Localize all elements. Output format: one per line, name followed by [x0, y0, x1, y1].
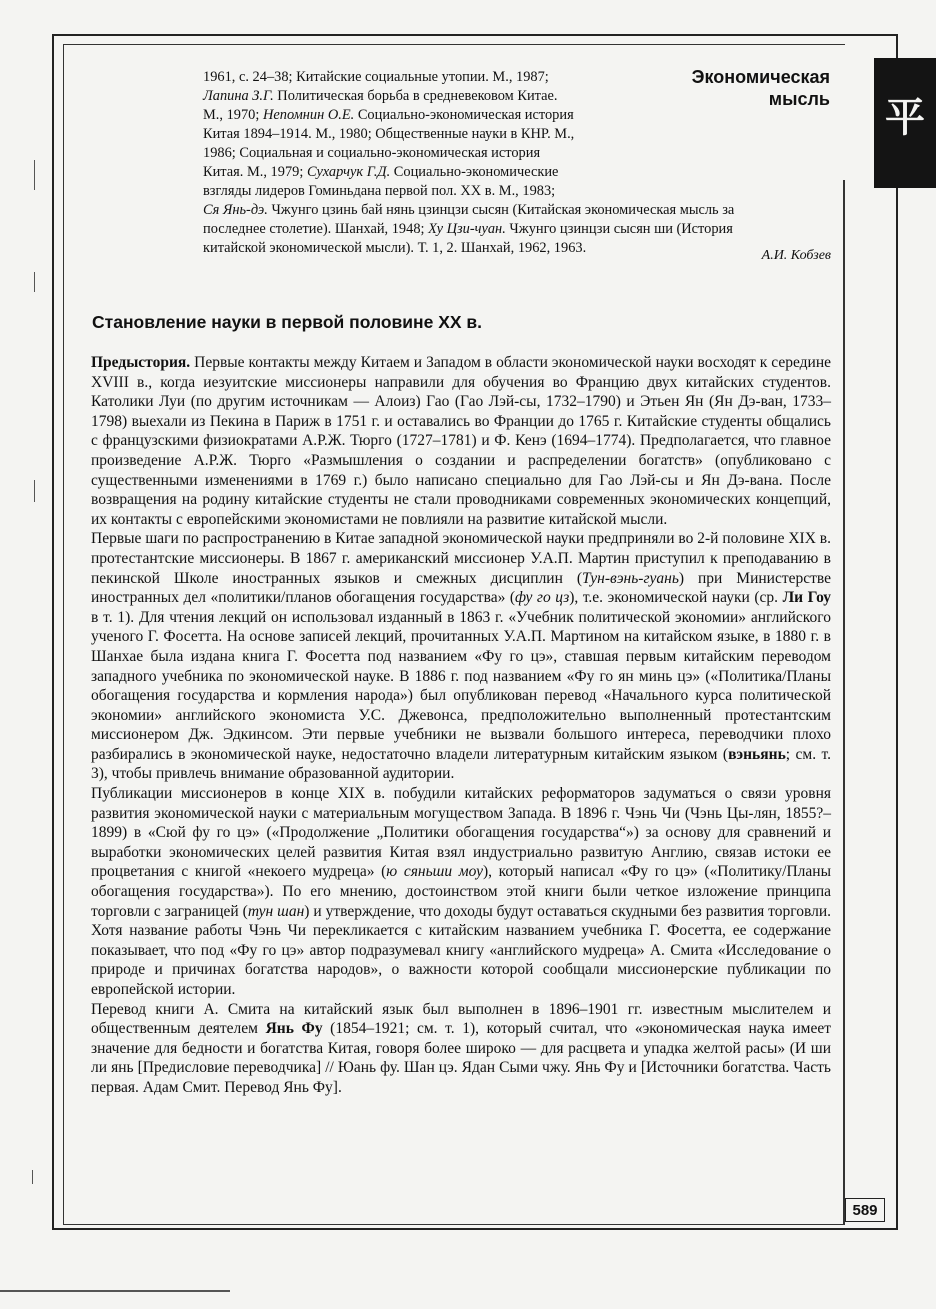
bibliography-line: китайской экономической мысли). Т. 1, 2. Шанхай, 1962, 1963.: [203, 240, 587, 256]
bibliography-line: взгляды лидеров Гоминьдана первой пол. XX в. М., 1983;: [203, 183, 556, 199]
bibliography-line: 1961, с. 24–38; Китайские социальные утопии. М., 1987;: [203, 69, 549, 85]
bibliography-narrow: [203, 68, 651, 201]
body-paragraph: Предыстория. Первые контакты между Китаем и Западом в области экономической науки восходят к середине XVIII в., когда иезуитские миссионеры направили для обучения во Францию двух китайских студентов. Католики Луи (по другим источникам — Алоиз) Гао (Гао Лэй-сы, 1732–1790) и Этьен Ян (Ян Дэ-ван, 1733–1798) выехали из Пекина в Париж в 1751 г. и оставались во Франции до 1765 г. Китайские студенты общались с французскими физиократами А.Р.Ж. Тюрго (1727–1781) и Ф. Кенэ (1694–1774). Предполагается, что главное произведение А.Р.Ж. Тюрго «Размышления о создании и распределении богатств» (опубликовано с существенными изменениями в 1769 г.) было написано специально для Гао Лэй-сы и Ян Дэ-вана. После возвращения на родину китайские студенты не стали проводниками современных экономических концепций, их контакты с европейскими экономистами не повлияли на развитие китайской мысли.: [91, 354, 831, 528]
scan-mark: [34, 480, 35, 502]
bibliography-line: М., 1970; Непомнин О.Е. Социально-экономическая история: [203, 107, 574, 123]
bibliography-line: Лапина З.Г. Политическая борьба в средневековом Китае.: [203, 88, 558, 104]
bibliography-line: Китая 1894–1914. М., 1980; Общественные науки в КНР. М.,: [203, 126, 575, 142]
article-body: [91, 353, 831, 1098]
scan-mark: [34, 160, 35, 190]
bibliography-line: последнее столетие). Шанхай, 1948; Ху Цзи-чуан. Чжунго цзинцзи сысян ши (История: [203, 221, 733, 237]
scan-mark: [34, 272, 35, 292]
author-signature: А.И. Кобзев: [761, 248, 831, 263]
section-thumb-tab: [874, 58, 936, 188]
bibliography-line: Китая. М., 1979; Сухарчук Г.Д. Социально-экономические: [203, 164, 559, 180]
section-heading: Становление науки в первой половине XX в.: [92, 312, 483, 332]
bottom-rule: [52, 1228, 898, 1230]
running-head: [662, 66, 830, 110]
body-paragraph: Публикации миссионеров в конце XIX в. побудили китайских реформаторов задуматься о связи уровня развития экономической науки с материальным могуществом Запада. В 1896 г. Чэнь Чи (Чэнь Цы-лян, 1855?–1899) в «Сюй фу го цэ» («Продолжение „Политики обогащения государства“») за основу для сравнений и выработки экономических целей развития Китая взял индустриально развитую Англию, связав истоки ее процветания с книгой «некоего мудреца» (ю сяньши моу), который написал «Фу го цэ» («Политику/Планы обогащения государства»). По его мнению, достоинством этой книги были четкое изложение принципа торговли с заграницей (тун шан) и утверждение, что доходы будут оставаться скудными без развития торговли. Хотя название работы Чэнь Чи перекликается с китайским названием учебника Г. Фосетта, ее содержание показывает, что под «Фу го цэ» автор подразумевал книгу «английского мудреца» А. Смита «Исследование о природе и причинах богатства народов», о важности которой сообщали миссионерские публикации по европейской истории.: [91, 785, 831, 998]
body-paragraph: Первые шаги по распространению в Китае западной экономической науки предприняли во 2-й половине XIX в. протестантские миссионеры. В 1867 г. американский миссионер У.А.П. Мартин приступил к преподаванию в пекинской Школе иностранных языков и смежных дисциплин (Тун-вэнь-гуань) при Министерстве иностранных дел «политики/планов обогащения государства» (фу го цз), т.е. экономической науки (ср. Ли Гоу в т. 1). Для чтения лекций он использовал изданный в 1863 г. «Учебник политической экономии» английского ученого Г. Фосетта. На основе записей лекций, прочитанных У.А.П. Мартином на китайском языке, в 1880 г. в Шанхае была издана книга Г. Фосетта под названием «Фу го цэ», ставшая первым китайским переводом западного учебника по экономической науке. В 1886 г. под названием «Фу го ян минь цэ» («Политика/Планы обогащения государства и кормления народа») был опубликован перевод «Начального курса политической экономии» английского экономиста У.С. Джевонса, предположительно выполненный протестантским миссионером Дж. Эдкинсом. Эти первые учебники не вызвали большого интереса, переводчики плохо разбирались в экономической науке, недостаточно владели литературным китайским языком (вэньянь; см. т. 3), чтобы привлечь внимание образованной аудитории.: [91, 530, 831, 783]
column-rule: [843, 180, 845, 1225]
bibliography-line: 1986; Социальная и социально-экономическая история: [203, 145, 541, 161]
running-head-line: Экономическая: [691, 67, 830, 87]
running-head-line: мысль: [768, 89, 830, 109]
scan-mark: [32, 1170, 33, 1184]
scan-mark: [0, 1290, 230, 1292]
chinese-character-icon: 平: [885, 93, 925, 141]
bibliography-line: Ся Янь-дэ. Чжунго цзинь бай нянь цзинцзи сысян (Китайская экономическая мысль за: [203, 202, 735, 218]
page-number: 589: [845, 1198, 885, 1222]
body-paragraph: Перевод книги А. Смита на китайский язык был выполнен в 1896–1901 гг. известным мыслителем и общественным деятелем Янь Фу (1854–1921; см. т. 1), который считал, что «экономическая наука имеет значение для бедности и богатства Китая, говоря более широко — для расцвета и упадка желтой расы» (И ши ли янь [Предисловие переводчика] // Юань фу. Шан цэ. Ядан Сыми чжу. Янь Фу и [Источники богатства. Часть первая. Адам Смит. Перевод Янь Фу].: [91, 1000, 831, 1096]
